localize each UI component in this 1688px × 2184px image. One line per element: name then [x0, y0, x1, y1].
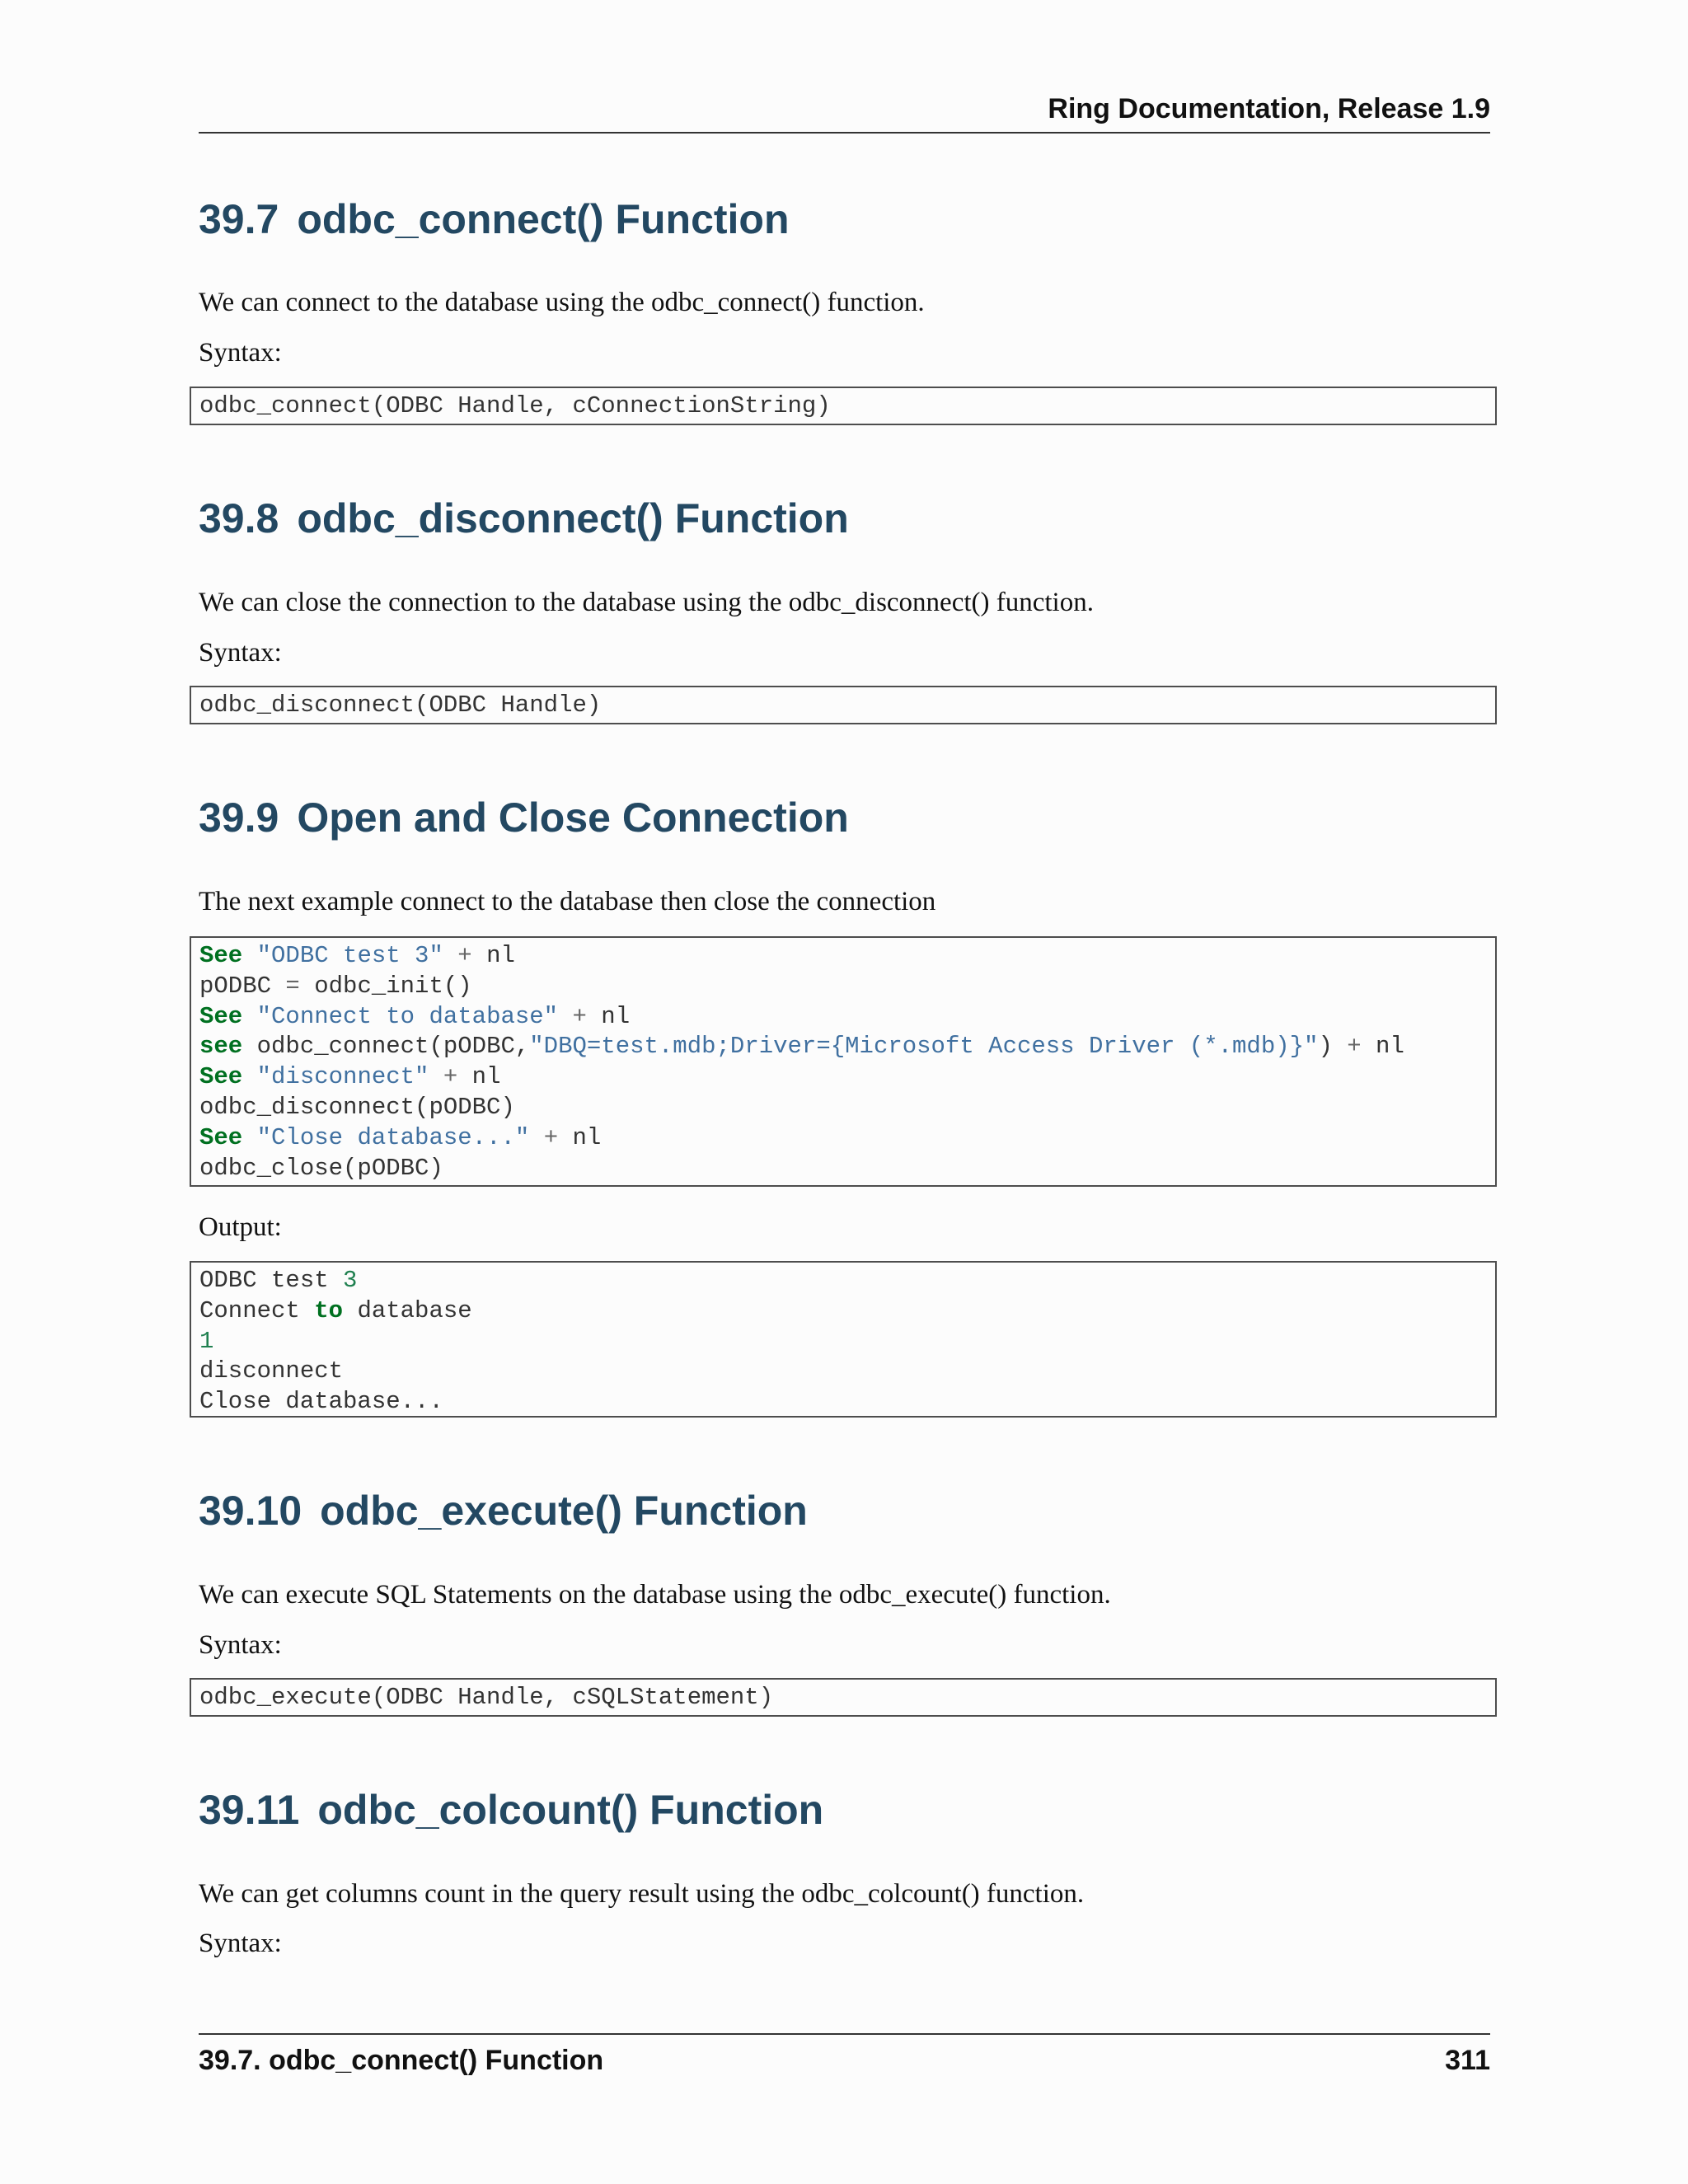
footer-section-title: 39.7. odbc_connect() Function — [199, 2045, 604, 2076]
section-number: 39.7 — [199, 196, 279, 242]
code-token — [529, 1124, 543, 1151]
code-token: pODBC — [199, 972, 286, 1000]
code-line — [199, 1327, 1495, 1357]
code-token: 3 — [343, 1267, 358, 1294]
code-line — [199, 1002, 1495, 1033]
page-number: 311 — [1445, 2045, 1490, 2076]
document-title: Ring Documentation, Release 1.9 — [1048, 93, 1490, 124]
section-title-text: odbc_execute() Function — [320, 1488, 808, 1534]
syntax-code-block — [190, 1678, 1497, 1717]
code-token: + — [572, 1002, 587, 1030]
code-line: odbc_execute(ODBC Handle, cSQLStatement) — [199, 1684, 774, 1711]
syntax-code-block — [190, 686, 1497, 724]
code-line — [199, 1296, 1495, 1327]
section-number: 39.9 — [199, 794, 279, 841]
section-heading-39-9 — [199, 793, 849, 842]
code-token: odbc_connect(pODBC, — [242, 1033, 530, 1061]
section-heading-39-7 — [199, 194, 790, 244]
code-line — [199, 941, 1495, 972]
code-token: odbc_init() — [299, 972, 472, 1000]
section-description: We can connect to the database using the odbc_connect() function. — [199, 288, 925, 317]
code-token: See — [199, 942, 243, 969]
section-description: We can close the connection to the database using the odbc_disconnect() function. — [199, 588, 1094, 617]
code-token — [242, 1124, 256, 1151]
section-description: We can get columns count in the query result using the odbc_colcount() function. — [199, 1879, 1085, 1909]
code-token: Close database... — [199, 1388, 443, 1416]
code-token: odbc_close(pODBC) — [199, 1154, 443, 1182]
code-token: nl — [1361, 1033, 1404, 1061]
code-token: + — [457, 942, 472, 969]
section-description: We can execute SQL Statements on the database using the odbc_execute() function. — [199, 1580, 1111, 1610]
syntax-code-block — [190, 387, 1497, 425]
code-line — [199, 1093, 1495, 1123]
code-token: nl — [586, 1002, 631, 1030]
code-token: 1 — [199, 1327, 214, 1355]
code-token: + — [443, 1063, 458, 1091]
code-token: "disconnect" — [256, 1063, 429, 1091]
code-line — [199, 1123, 1495, 1154]
code-token: See — [199, 1123, 243, 1151]
code-token: nl — [457, 1063, 501, 1091]
code-line — [199, 1357, 1495, 1387]
section-heading-39-11 — [199, 1785, 823, 1835]
code-token — [429, 1063, 443, 1090]
code-token — [242, 1003, 256, 1030]
code-token: odbc_disconnect(pODBC) — [199, 1093, 515, 1121]
code-token: database — [343, 1296, 472, 1324]
code-token — [443, 942, 457, 969]
section-title-text: odbc_colcount() Function — [317, 1787, 824, 1833]
code-line — [199, 972, 1495, 1002]
output-code-block — [190, 1261, 1497, 1418]
code-token: Connect — [199, 1296, 315, 1324]
example-code-block — [190, 936, 1497, 1187]
code-token: see — [199, 1033, 243, 1061]
page-footer — [199, 2033, 1490, 2084]
section-title-text: Open and Close Connection — [297, 794, 849, 841]
code-line: odbc_connect(ODBC Handle, cConnectionString) — [199, 392, 831, 419]
code-token: + — [543, 1123, 559, 1151]
code-token — [242, 1063, 256, 1090]
section-number: 39.11 — [199, 1787, 300, 1833]
section-number: 39.10 — [199, 1488, 302, 1534]
code-token: ) — [1318, 1033, 1348, 1061]
syntax-label: Syntax: — [199, 1630, 282, 1660]
code-token — [558, 1003, 572, 1030]
output-label: Output: — [199, 1212, 282, 1242]
section-heading-39-8 — [199, 494, 849, 543]
code-token: disconnect — [199, 1357, 344, 1385]
code-token: ODBC test — [199, 1267, 344, 1294]
code-token: See — [199, 1063, 243, 1091]
code-line — [199, 1032, 1495, 1062]
code-token: "Connect to database" — [256, 1002, 559, 1030]
section-description: The next example connect to the database then close the connection — [199, 887, 936, 916]
code-line: odbc_disconnect(ODBC Handle) — [199, 691, 602, 719]
page-header — [199, 91, 1490, 134]
code-token: "Close database..." — [256, 1123, 530, 1151]
section-heading-39-10 — [199, 1486, 808, 1535]
code-line — [199, 1154, 1495, 1184]
code-token: to — [314, 1296, 344, 1324]
code-token: See — [199, 1002, 243, 1030]
code-line — [199, 1266, 1495, 1296]
code-line — [199, 1062, 1495, 1093]
syntax-label: Syntax: — [199, 338, 282, 368]
code-token: + — [1347, 1033, 1362, 1061]
code-line — [199, 1387, 1495, 1418]
section-title-text: odbc_connect() Function — [297, 196, 790, 242]
code-token: = — [285, 972, 300, 1000]
section-number: 39.8 — [199, 495, 279, 541]
code-token: "DBQ=test.mdb;Driver={Microsoft Access Driver (*.mdb)}" — [529, 1033, 1319, 1061]
code-token: nl — [558, 1123, 602, 1151]
code-token: nl — [471, 942, 515, 969]
code-token: "ODBC test 3" — [256, 942, 443, 969]
section-title-text: odbc_disconnect() Function — [297, 495, 849, 541]
code-token — [242, 942, 256, 969]
syntax-label: Syntax: — [199, 638, 282, 668]
syntax-label: Syntax: — [199, 1929, 282, 1958]
